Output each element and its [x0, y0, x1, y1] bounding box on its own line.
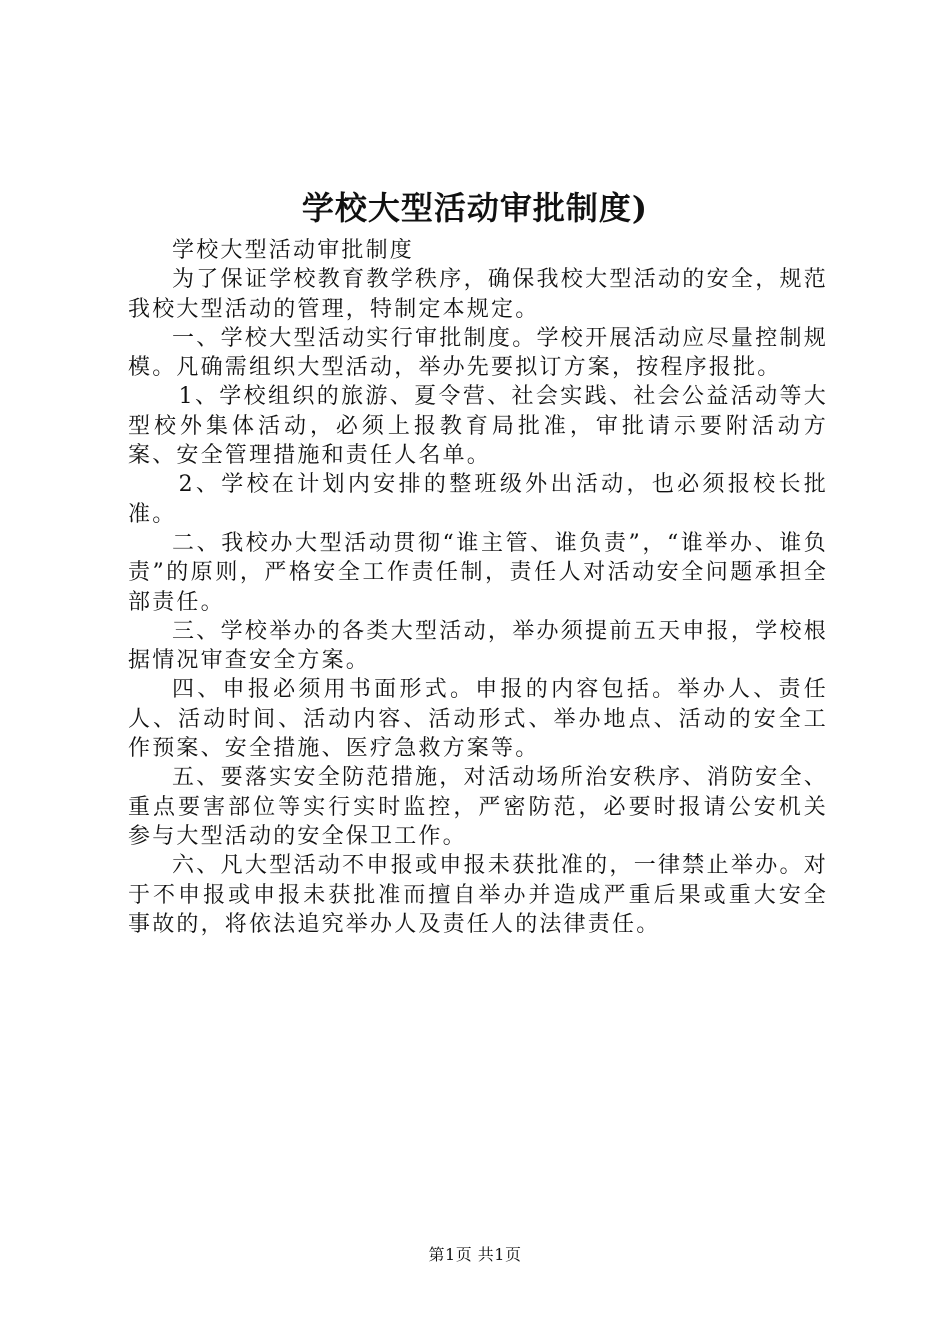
paragraph-intro: 为了保证学校教育教学秩序，确保我校大型活动的安全，规范我校大型活动的管理，特制定本规定。 [128, 267, 828, 322]
document-body [128, 236, 828, 939]
paragraph-section-1: 一、学校大型活动实行审批制度。学校开展活动应尽量控制规模。凡确需组织大型活动，举办先要拟订方案，按程序报批。 [128, 325, 828, 381]
paragraph-heading: 学校大型活动审批制度 [172, 238, 415, 263]
paragraph-section-3: 三、学校举办的各类大型活动，举办须提前五天申报，学校根据情况审查安全方案。 [128, 618, 828, 674]
paragraph-item-1: 1、学校组织的旅游、夏令营、社会实践、社会公益活动等大型校外集体活动，必须上报教育局批准，审批请示要附活动方案、安全管理措施和责任人名单。 [128, 384, 828, 469]
paragraph-section-6: 六、凡大型活动不申报或申报未获批准的，一律禁止举办。对于不申报或申报未获批准而擅自举办并造成严重后果或重大安全事故的，将依法追究举办人及责任人的法律责任。 [128, 853, 828, 937]
paragraph-item-2: 2、学校在计划内安排的整班级外出活动，也必须报校长批准。 [128, 472, 828, 527]
page-footer: 第1页 共1页 [428, 1245, 522, 1264]
paragraph-section-2: 二、我校办大型活动贯彻“谁主管、谁负责”，“谁举办、谁负责”的原则，严格安全工作责任制，责任人对活动安全问题承担全部责任。 [128, 530, 828, 615]
document-title: 学校大型活动审批制度) [301, 189, 649, 227]
paragraph-section-5: 五、要落实安全防范措施，对活动场所治安秩序、消防安全、重点要害部位等实行实时监控，严密防范，必要时报请公安机关参与大型活动的安全保卫工作。 [128, 765, 828, 849]
paragraph-section-4: 四、申报必须用书面形式。申报的内容包括。举办人、责任人、活动时间、活动内容、活动形式、举办地点、活动的安全工作预案、安全措施、医疗急救方案等。 [128, 677, 828, 762]
